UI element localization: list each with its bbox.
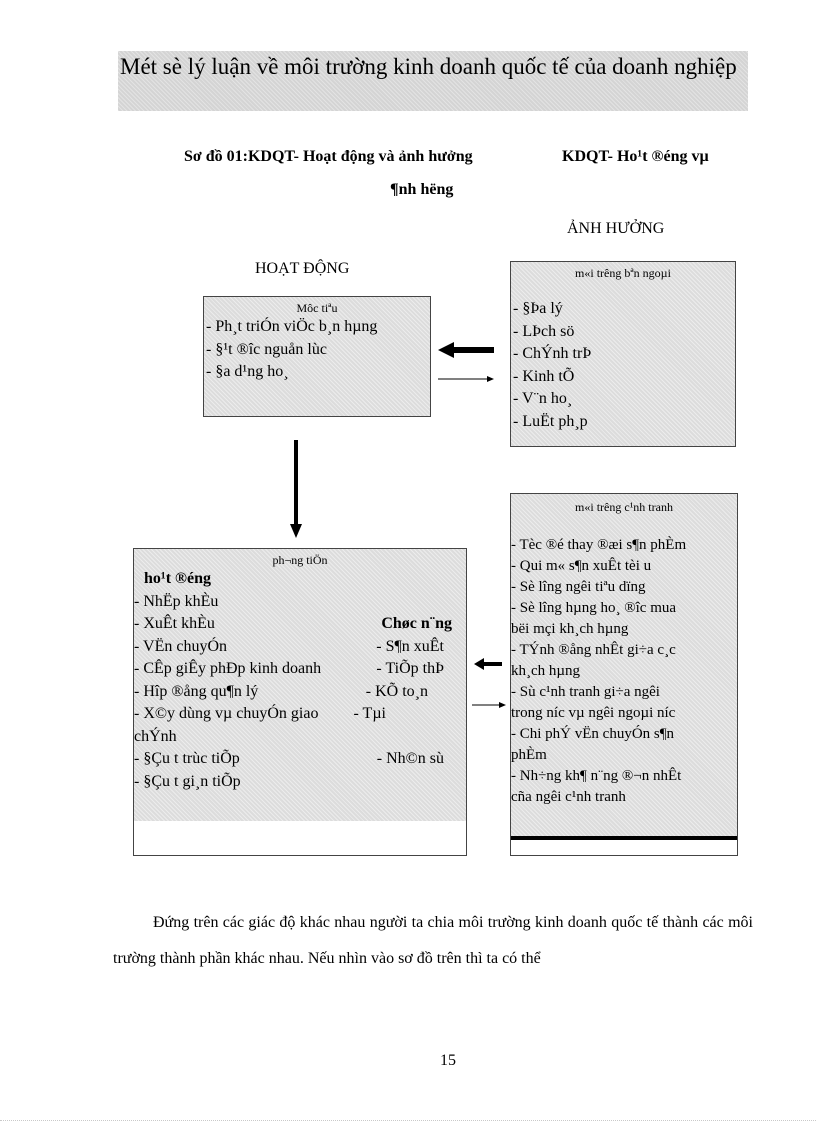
muc-tieu-title: Môc tiªu [296, 301, 338, 315]
canh-tranh-item: - Sè lîng hµng ho¸ ®îc mua [511, 600, 677, 616]
box-footer-blank [511, 840, 737, 855]
phuong-tien-title: ph¬ng tiÖn [272, 553, 328, 567]
canh-tranh-item: - Nh÷ng kh¶ n¨ng ®¬n nhÊt [511, 768, 682, 784]
box-footer-blank [134, 821, 466, 855]
muc-tieu-box [203, 296, 431, 417]
ben-ngoai-title: m«i trêng bªn ngoµi [575, 266, 671, 280]
figure-caption-left: Sơ đồ 01:KDQT- Hoạt động và ảnh hưởng [184, 148, 473, 165]
phuong-tien-left: - XuÊt khÈu [134, 615, 215, 632]
canh-tranh-item: trong níc vµ ngêi ngoµi níc [511, 705, 676, 721]
canh-tranh-title: m«i trêng c¹nh tranh [575, 500, 673, 514]
section-title: Mét sè lý luận về môi trường kinh doanh quốc tế của doanh nghiệp [120, 54, 737, 79]
canh-tranh-item: bëi mçi kh¸ch hµng [511, 621, 629, 637]
page-bottom-rule [0, 1120, 816, 1121]
phuong-tien-box [133, 548, 467, 856]
ben-ngoai-item: - §Þa lý [513, 300, 563, 317]
muc-tieu-item: - §a d¹ng ho¸ [206, 363, 289, 380]
phuong-tien-right: - KÕ to¸n [365, 682, 428, 700]
moi-truong-canh-tranh-box [510, 493, 738, 856]
phuong-tien-left: - NhËp khÈu [134, 592, 219, 610]
figure-caption-right: KDQT- Ho¹t ®éng vµ [562, 148, 709, 165]
phuong-tien-subtitle: ho¹t ®éng [144, 570, 211, 587]
canh-tranh-item: phÈm [511, 747, 547, 763]
body-paragraph: Đứng trên các giác độ khác nhau người ta chia môi trường kinh doanh quốc tế thành các môi trường thành phần khác nhau. Nếu nhìn vào sơ đồ trên thì ta có thể [113, 914, 753, 967]
page-number: 15 [440, 1052, 456, 1069]
phuong-tien-right: - Nh©n sù [376, 750, 444, 767]
moi-truong-ben-ngoai-box [510, 261, 736, 447]
thin-right-arrow-head [499, 702, 506, 708]
down-arrow [288, 440, 304, 540]
figure-caption-continuation: ¶nh hëng [390, 181, 454, 198]
canh-tranh-item: - Chi phÝ vËn chuyÓn s¶n [511, 726, 675, 742]
canh-tranh-item: - Sù c¹nh tranh gi÷a ngêi [511, 684, 660, 700]
phuong-tien-left: - VËn chuyÓn [134, 637, 228, 655]
canh-tranh-item: - TÝnh ®ång nhÊt gi÷a c¸c [511, 642, 676, 658]
phuong-tien-right: - Tµi [353, 705, 386, 722]
thick-left-arrow [438, 342, 494, 358]
phuong-tien-left: - Hîp ®ång qu¶n lý [134, 682, 259, 700]
ben-ngoai-item: - LuËt ph¸p [513, 412, 588, 430]
label-anh-huong: ẢNH HƯỞNG [567, 220, 665, 237]
top-arrows [436, 340, 498, 388]
canh-tranh-item: kh¸ch hµng [511, 663, 581, 679]
ben-ngoai-item: - V¨n ho¸ [513, 390, 573, 407]
label-hoat-dong: HOẠT ĐỘNG [255, 260, 350, 277]
canh-tranh-item: - Tèc ®é thay ®æi s¶n phÈm [511, 537, 687, 553]
phuong-tien-left: - §Çu t trùc tiÕp [134, 750, 240, 767]
phuong-tien-left: - §Çu t gi¸n tiÕp [134, 772, 241, 790]
canh-tranh-item: - Qui m« s¶n xuÊt tèi u [511, 558, 652, 574]
phuong-tien-right: - S¶n xuÊt [376, 637, 444, 655]
ben-ngoai-item: - Kinh tÕ [513, 367, 575, 385]
thin-right-arrow-head [487, 376, 494, 382]
canh-tranh-item: - Sè lîng ngêi tiªu dïng [511, 579, 646, 595]
phuong-tien-left: - CÊp giÊy phÐp kinh doanh [134, 660, 322, 677]
thick-left-arrow [474, 658, 502, 670]
chuc-nang-heading: Chøc n¨ng [381, 615, 452, 632]
phuong-tien-right: - TiÕp thÞ [376, 660, 444, 677]
phuong-tien-left: chÝnh [134, 727, 177, 745]
canh-tranh-item: cña ngêi c¹nh tranh [511, 789, 626, 805]
ben-ngoai-item: - ChÝnh trÞ [513, 345, 592, 362]
muc-tieu-item: - §¹t ®îc nguån lùc [206, 340, 327, 358]
muc-tieu-item: - Ph¸t triÓn viÖc b¸n hµng [206, 318, 378, 335]
bottom-arrows [470, 652, 510, 712]
ben-ngoai-item: - LÞch sö [513, 322, 575, 340]
phuong-tien-left: - X©y dùng vµ chuyÓn giao [134, 705, 319, 722]
